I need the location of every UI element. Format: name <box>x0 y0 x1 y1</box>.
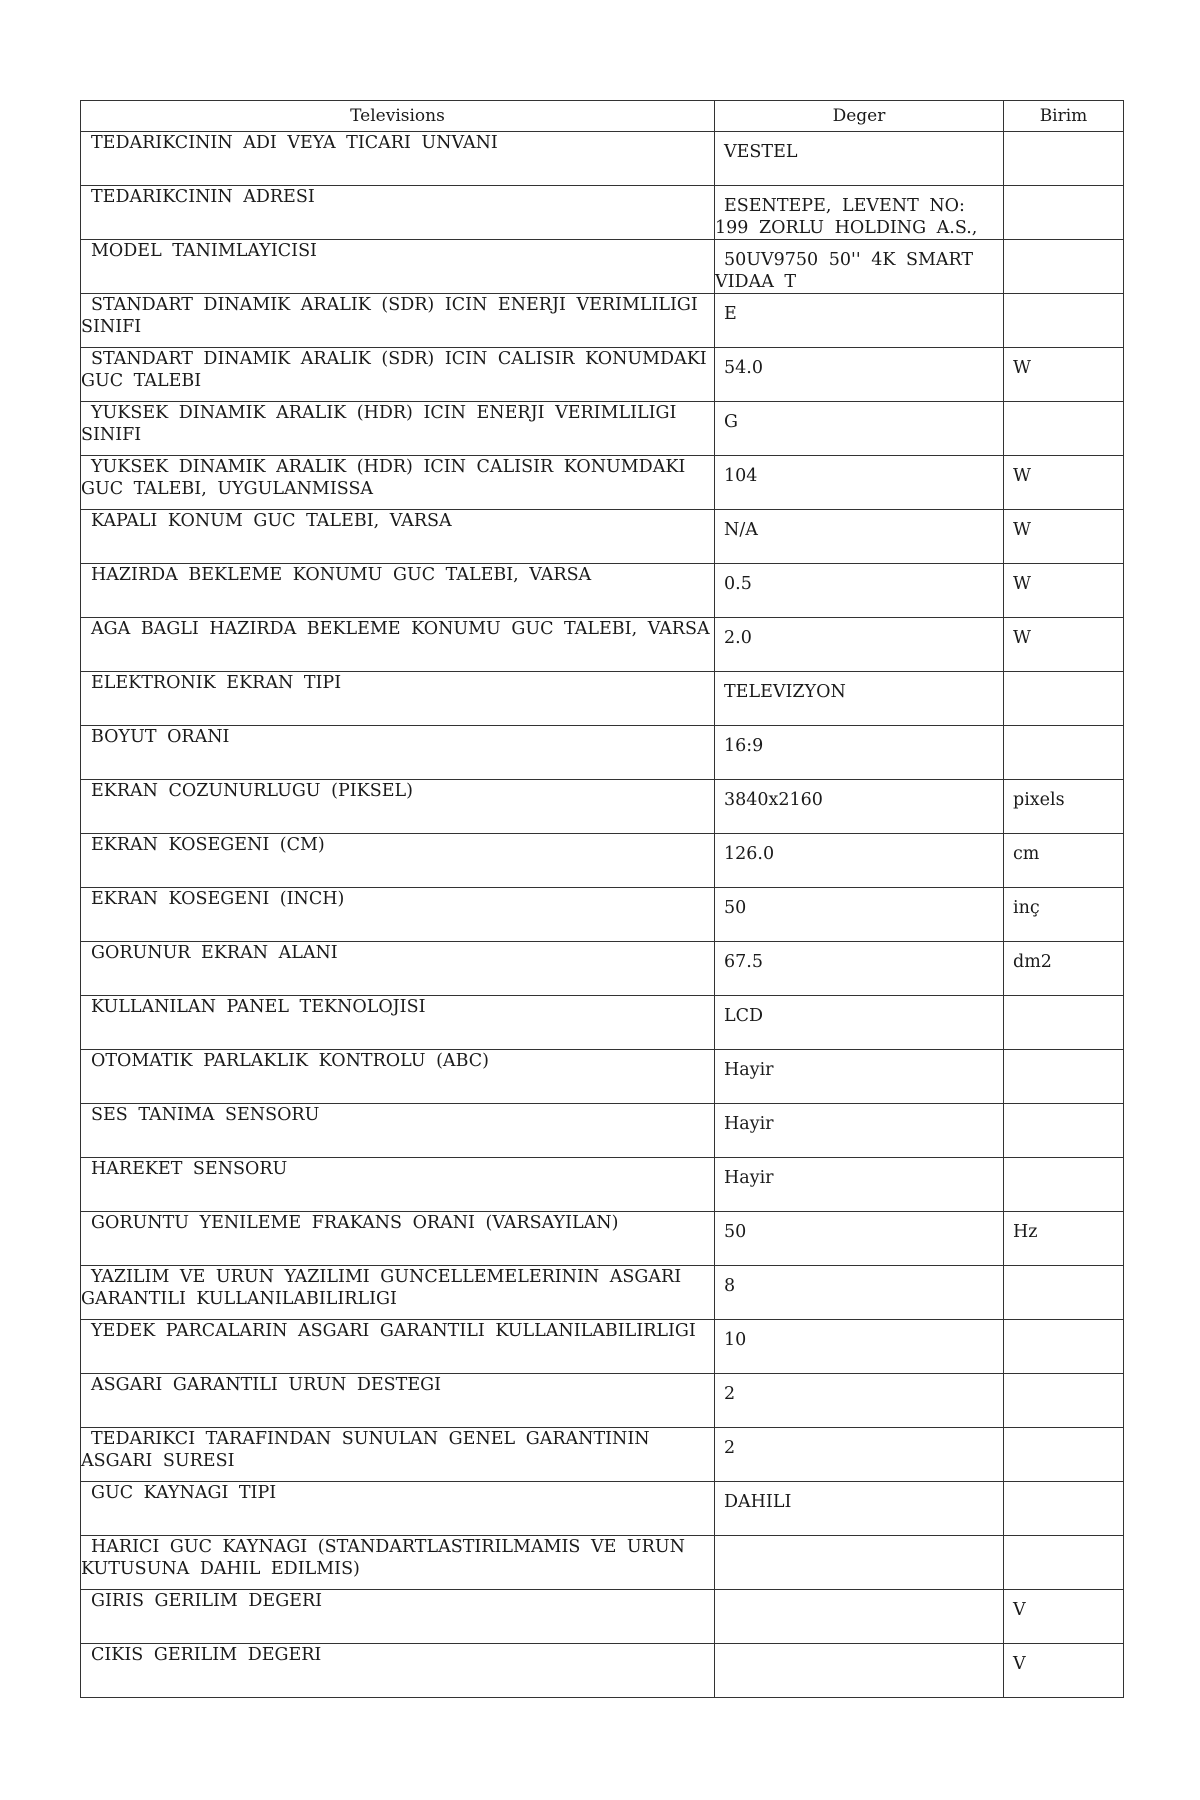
table-row <box>81 618 1124 672</box>
value-cell <box>715 294 1004 348</box>
table-row <box>81 996 1124 1050</box>
property-label: GORUNUR EKRAN ALANI <box>91 943 338 963</box>
property-label: EKRAN KOSEGENI (CM) <box>91 835 325 855</box>
table-row <box>81 834 1124 888</box>
unit-cell <box>1004 996 1124 1050</box>
table-row <box>81 1644 1124 1698</box>
value-text: 10 <box>724 1330 747 1350</box>
property-cell <box>81 1482 715 1536</box>
value-text: TELEVIZYON <box>724 682 846 702</box>
unit-cell <box>1004 1428 1124 1482</box>
unit-cell <box>1004 294 1124 348</box>
header-birim: Birim <box>1004 101 1124 132</box>
property-cell <box>81 888 715 942</box>
property-label: TEDARIKCI TARAFINDAN SUNULAN GENEL GARANTININ ASGARI SURESI <box>81 1429 650 1471</box>
table-row <box>81 1158 1124 1212</box>
table-row <box>81 1536 1124 1590</box>
value-cell <box>715 780 1004 834</box>
value-cell <box>715 1050 1004 1104</box>
value-text: 2 <box>724 1438 736 1458</box>
value-cell <box>715 1158 1004 1212</box>
table-row <box>81 1266 1124 1320</box>
value-cell <box>715 1212 1004 1266</box>
unit-text <box>1004 186 1123 195</box>
value-cell <box>715 456 1004 510</box>
unit-text <box>1004 1104 1123 1113</box>
value-cell <box>715 1428 1004 1482</box>
property-label: HARICI GUC KAYNAGI (STANDARTLASTIRILMAMIS VE URUN KUTUSUNA DAHIL EDILMIS) <box>81 1537 685 1579</box>
property-label: STANDART DINAMIK ARALIK (SDR) ICIN ENERJI VERIMLILIGI SINIFI <box>81 295 698 337</box>
property-cell <box>81 240 715 294</box>
value-text: 50 <box>724 1222 747 1242</box>
property-label: GIRIS GERILIM DEGERI <box>91 1591 323 1611</box>
unit-text <box>1004 1266 1123 1275</box>
property-cell <box>81 1266 715 1320</box>
value-cell <box>715 1482 1004 1536</box>
unit-text <box>1004 1374 1123 1383</box>
value-cell <box>715 1536 1004 1590</box>
property-cell <box>81 1428 715 1482</box>
unit-cell <box>1004 1482 1124 1536</box>
unit-text: V <box>1013 1600 1026 1620</box>
unit-cell <box>1004 1212 1124 1266</box>
value-cell <box>715 888 1004 942</box>
unit-cell <box>1004 564 1124 618</box>
table-row <box>81 1428 1124 1482</box>
property-cell <box>81 1320 715 1374</box>
unit-text <box>1004 1158 1123 1167</box>
table-row <box>81 1374 1124 1428</box>
property-cell <box>81 1104 715 1158</box>
table-row <box>81 564 1124 618</box>
property-cell <box>81 1158 715 1212</box>
header-deger: Deger <box>715 101 1004 132</box>
tv-spec-table <box>80 100 1124 1698</box>
unit-cell <box>1004 888 1124 942</box>
unit-text <box>1004 132 1123 141</box>
unit-text: W <box>1013 628 1031 648</box>
value-cell <box>715 132 1004 186</box>
property-cell <box>81 996 715 1050</box>
value-text <box>715 1590 1003 1599</box>
property-cell <box>81 1212 715 1266</box>
unit-cell <box>1004 510 1124 564</box>
value-cell <box>715 942 1004 996</box>
value-text: 54.0 <box>724 358 763 378</box>
table-row <box>81 888 1124 942</box>
unit-cell <box>1004 456 1124 510</box>
property-label: BOYUT ORANI <box>91 727 230 747</box>
property-cell <box>81 1644 715 1698</box>
table-row <box>81 726 1124 780</box>
unit-text <box>1004 294 1123 303</box>
table-row <box>81 294 1124 348</box>
unit-text: W <box>1013 466 1031 486</box>
table-row <box>81 348 1124 402</box>
property-cell <box>81 1590 715 1644</box>
unit-text: W <box>1013 520 1031 540</box>
unit-cell <box>1004 1590 1124 1644</box>
table-row <box>81 456 1124 510</box>
value-text: G <box>724 412 738 432</box>
unit-cell <box>1004 780 1124 834</box>
value-text: 2.0 <box>724 628 752 648</box>
value-text: N/A <box>724 520 758 540</box>
unit-text <box>1004 1536 1123 1545</box>
value-text <box>715 1536 1003 1545</box>
unit-cell <box>1004 942 1124 996</box>
property-label: EKRAN COZUNURLUGU (PIKSEL) <box>91 781 413 801</box>
value-cell <box>715 240 1004 294</box>
property-label: STANDART DINAMIK ARALIK (SDR) ICIN CALISIR KONUMDAKI GUC TALEBI <box>81 349 707 391</box>
property-cell <box>81 1374 715 1428</box>
unit-text: V <box>1013 1654 1026 1674</box>
property-label: ELEKTRONIK EKRAN TIPI <box>91 673 342 693</box>
property-cell <box>81 564 715 618</box>
property-cell <box>81 834 715 888</box>
property-cell <box>81 1050 715 1104</box>
unit-text: Hz <box>1013 1222 1038 1242</box>
property-cell <box>81 942 715 996</box>
value-text: 104 <box>724 466 758 486</box>
value-cell <box>715 1590 1004 1644</box>
unit-text: W <box>1013 358 1031 378</box>
property-label: CIKIS GERILIM DEGERI <box>91 1645 322 1665</box>
value-cell <box>715 726 1004 780</box>
unit-cell <box>1004 834 1124 888</box>
table-header-row <box>81 101 1124 132</box>
property-label: SES TANIMA SENSORU <box>91 1105 320 1125</box>
unit-cell <box>1004 132 1124 186</box>
value-text: 50 <box>724 898 747 918</box>
table-row <box>81 1320 1124 1374</box>
value-text: E <box>724 304 737 324</box>
value-text: 50UV9750 50'' 4K SMART VIDAA T <box>715 250 974 292</box>
unit-text: W <box>1013 574 1031 594</box>
unit-text: inç <box>1013 898 1040 918</box>
unit-cell <box>1004 186 1124 240</box>
unit-text <box>1004 1482 1123 1491</box>
value-text: 3840x2160 <box>724 790 823 810</box>
value-cell <box>715 348 1004 402</box>
value-cell <box>715 186 1004 240</box>
property-label: YUKSEK DINAMIK ARALIK (HDR) ICIN ENERJI VERIMLILIGI SINIFI <box>81 403 677 445</box>
property-cell <box>81 618 715 672</box>
property-cell <box>81 726 715 780</box>
unit-text <box>1004 1050 1123 1059</box>
property-cell <box>81 672 715 726</box>
property-label: KAPALI KONUM GUC TALEBI, VARSA <box>91 511 452 531</box>
unit-text: pixels <box>1013 790 1065 810</box>
property-cell <box>81 456 715 510</box>
value-cell <box>715 1104 1004 1158</box>
table-row <box>81 402 1124 456</box>
property-label: GORUNTU YENILEME FRAKANS ORANI (VARSAYILAN) <box>91 1213 619 1233</box>
unit-cell <box>1004 1050 1124 1104</box>
table-row <box>81 1212 1124 1266</box>
unit-cell <box>1004 1320 1124 1374</box>
value-text: 67.5 <box>724 952 763 972</box>
unit-text <box>1004 402 1123 411</box>
property-cell <box>81 402 715 456</box>
table-row <box>81 1050 1124 1104</box>
property-cell <box>81 294 715 348</box>
property-cell <box>81 510 715 564</box>
property-label: AGA BAGLI HAZIRDA BEKLEME KONUMU GUC TALEBI, VARSA <box>91 619 710 639</box>
property-cell <box>81 348 715 402</box>
table-row <box>81 1482 1124 1536</box>
property-label: MODEL TANIMLAYICISI <box>91 241 317 261</box>
unit-cell <box>1004 1104 1124 1158</box>
value-cell <box>715 1644 1004 1698</box>
value-text: VESTEL <box>724 142 798 162</box>
property-label: TEDARIKCININ ADI VEYA TICARI UNVANI <box>91 133 498 153</box>
unit-text <box>1004 672 1123 681</box>
property-label: OTOMATIK PARLAKLIK KONTROLU (ABC) <box>91 1051 489 1071</box>
property-cell <box>81 186 715 240</box>
value-text: 0.5 <box>724 574 752 594</box>
unit-cell <box>1004 672 1124 726</box>
value-cell <box>715 564 1004 618</box>
table-row <box>81 240 1124 294</box>
property-cell <box>81 780 715 834</box>
property-label: YEDEK PARCALARIN ASGARI GARANTILI KULLANILABILIRLIGI <box>91 1321 696 1341</box>
value-cell <box>715 618 1004 672</box>
unit-text <box>1004 1428 1123 1437</box>
value-cell <box>715 510 1004 564</box>
value-cell <box>715 996 1004 1050</box>
table-row <box>81 132 1124 186</box>
table-row <box>81 186 1124 240</box>
property-label: YUKSEK DINAMIK ARALIK (HDR) ICIN CALISIR KONUMDAKI GUC TALEBI, UYGULANMISSA <box>81 457 686 499</box>
property-label: EKRAN KOSEGENI (INCH) <box>91 889 345 909</box>
value-cell <box>715 672 1004 726</box>
property-label: ASGARI GARANTILI URUN DESTEGI <box>91 1375 442 1395</box>
table-row <box>81 672 1124 726</box>
table-row <box>81 942 1124 996</box>
unit-cell <box>1004 618 1124 672</box>
value-text: 8 <box>724 1276 736 1296</box>
unit-cell <box>1004 1158 1124 1212</box>
unit-text <box>1004 240 1123 249</box>
property-label: HAREKET SENSORU <box>91 1159 288 1179</box>
unit-cell <box>1004 1536 1124 1590</box>
value-cell <box>715 834 1004 888</box>
value-text: LCD <box>724 1006 764 1026</box>
property-cell <box>81 132 715 186</box>
value-text: Hayir <box>724 1114 774 1134</box>
value-cell <box>715 402 1004 456</box>
table-row <box>81 1104 1124 1158</box>
property-label: KULLANILAN PANEL TEKNOLOJISI <box>91 997 426 1017</box>
value-text: Hayir <box>724 1168 774 1188</box>
unit-text <box>1004 1320 1123 1329</box>
unit-cell <box>1004 348 1124 402</box>
value-text: 16:9 <box>724 736 764 756</box>
header-televisions: Televisions <box>81 101 715 132</box>
table-row <box>81 1590 1124 1644</box>
table-row <box>81 780 1124 834</box>
unit-cell <box>1004 726 1124 780</box>
property-label: YAZILIM VE URUN YAZILIMI GUNCELLEMELERININ ASGARI GARANTILI KULLANILABILIRLIGI <box>81 1267 682 1309</box>
unit-cell <box>1004 1374 1124 1428</box>
property-cell <box>81 1536 715 1590</box>
value-cell <box>715 1266 1004 1320</box>
value-text: DAHILI <box>724 1492 792 1512</box>
unit-cell <box>1004 1266 1124 1320</box>
value-text: 126.0 <box>724 844 775 864</box>
value-cell <box>715 1374 1004 1428</box>
value-text: 2 <box>724 1384 736 1404</box>
value-text: Hayir <box>724 1060 774 1080</box>
unit-cell <box>1004 1644 1124 1698</box>
value-text: ESENTEPE, LEVENT NO: 199 ZORLU HOLDING A.S., <box>715 196 978 238</box>
property-label: TEDARIKCININ ADRESI <box>91 187 315 207</box>
unit-text <box>1004 726 1123 735</box>
value-cell <box>715 1320 1004 1374</box>
unit-text: cm <box>1013 844 1040 864</box>
property-label: GUC KAYNAGI TIPI <box>91 1483 277 1503</box>
unit-text: dm2 <box>1013 952 1052 972</box>
value-text <box>715 1644 1003 1653</box>
unit-text <box>1004 996 1123 1005</box>
table-row <box>81 510 1124 564</box>
property-label: HAZIRDA BEKLEME KONUMU GUC TALEBI, VARSA <box>91 565 592 585</box>
unit-cell <box>1004 240 1124 294</box>
unit-cell <box>1004 402 1124 456</box>
